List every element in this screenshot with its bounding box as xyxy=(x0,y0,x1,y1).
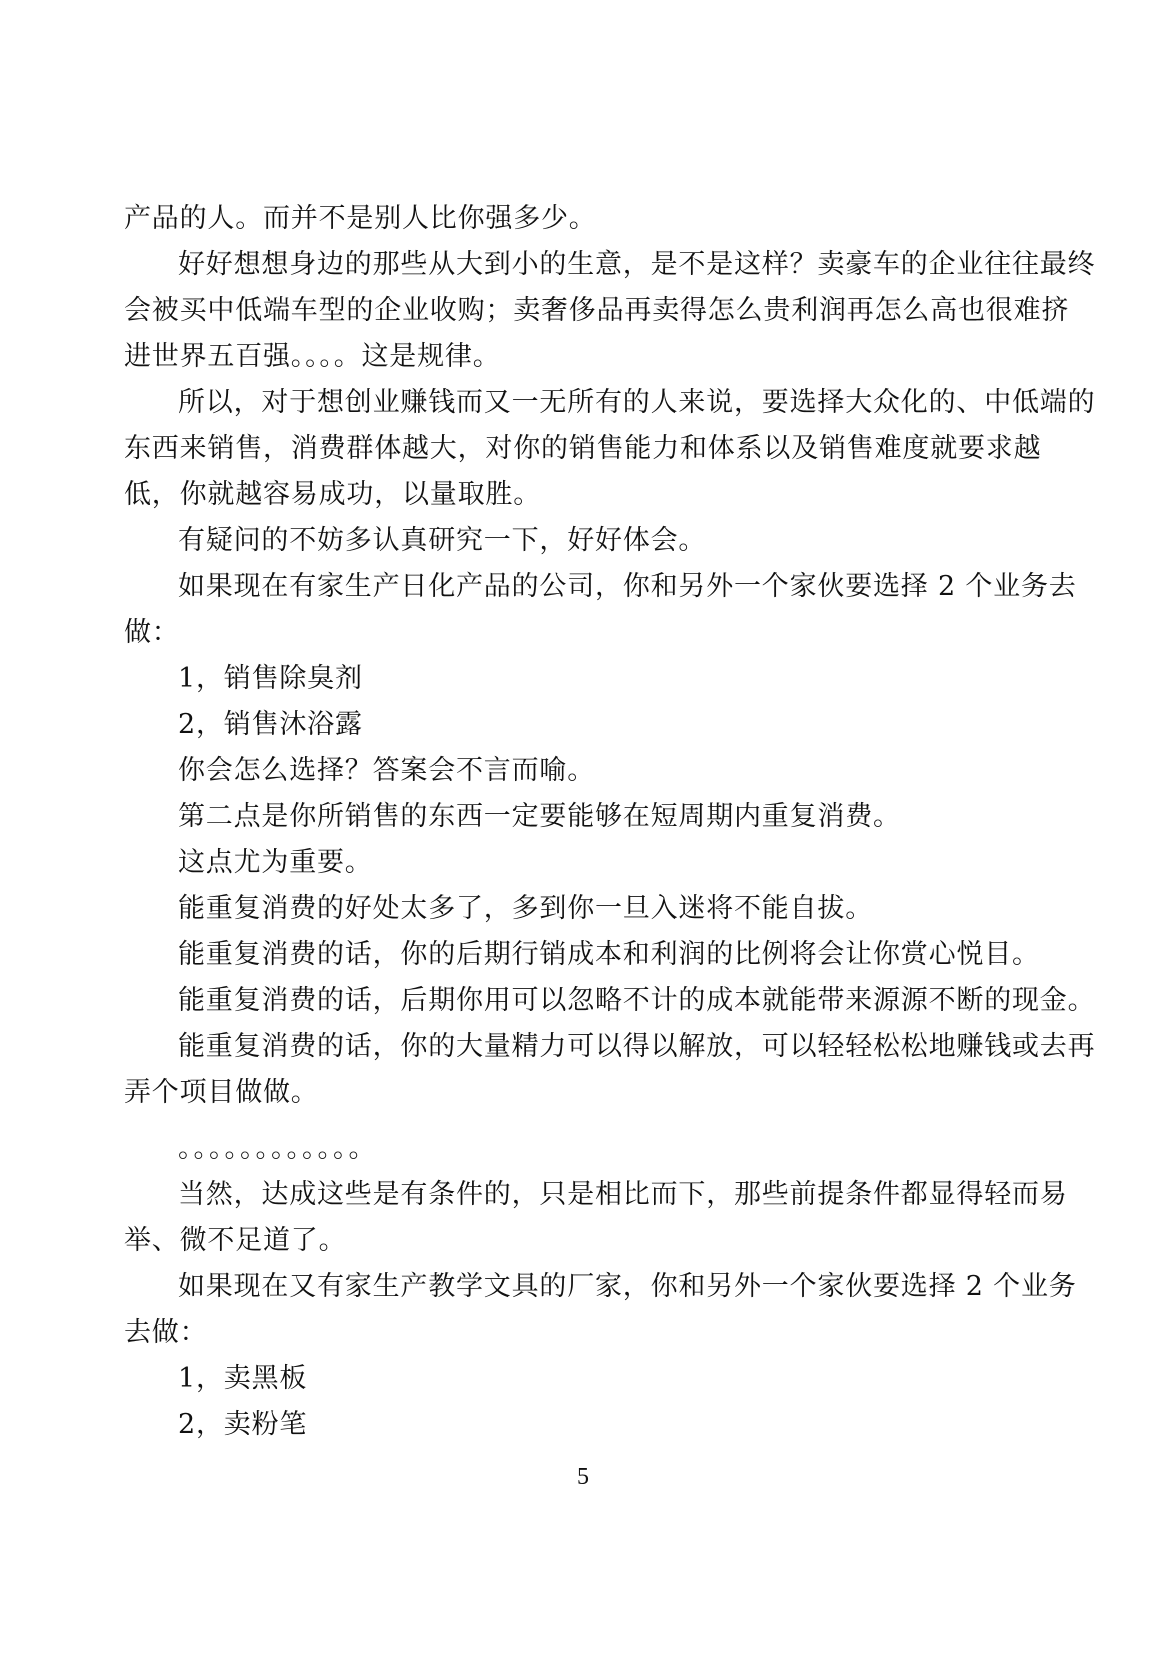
list-item-1: 1，销售除臭剂 xyxy=(178,663,363,694)
paragraph-11: 能重复消费的话，后期你用可以忽略不计的成本就能带来源源不断的现金。 xyxy=(178,985,1096,1016)
paragraph-8: 这点尤为重要。 xyxy=(178,847,373,878)
paragraph-12: 能重复消费的话，你的大量精力可以得以解放，可以轻轻松松地赚钱或去再弄个项目做做。 xyxy=(124,1031,1096,1108)
paragraph-1: 产品的人。而并不是别人比你强多少。 xyxy=(124,203,597,234)
list-item-2: 2，销售沐浴露 xyxy=(178,709,363,740)
list-item-4: 2，卖粉笔 xyxy=(178,1409,308,1440)
list-item-3: 1，卖黑板 xyxy=(178,1363,308,1394)
paragraph-13: 当然，达成这些是有条件的，只是相比而下，那些前提条件都显得轻而易举、微不足道了。 xyxy=(124,1179,1068,1256)
paragraph-6: 你会怎么选择？答案会不言而喻。 xyxy=(178,755,595,786)
document-body xyxy=(124,196,1096,1448)
paragraph-4: 有疑问的不妨多认真研究一下，好好体会。 xyxy=(178,525,707,556)
paragraph-3: 所以，对于想创业赚钱而又一无所有的人来说，要选择大众化的、中低端的东西来销售，消费群体越大，对你的销售能力和体系以及销售难度就要求越低，你就越容易成功，以量取胜。 xyxy=(124,387,1096,510)
paragraph-14: 如果现在又有家生产教学文具的厂家，你和另外一个家伙要选择 2 个业务去做： xyxy=(124,1271,1077,1348)
paragraph-10: 能重复消费的话，你的后期行销成本和利润的比例将会让你赏心悦目。 xyxy=(178,939,1040,970)
ellipsis-separator: 。。。。。。。。。。。。 xyxy=(178,1133,378,1164)
paragraph-5: 如果现在有家生产日化产品的公司，你和另外一个家伙要选择 2 个业务去做： xyxy=(124,571,1077,648)
paragraph-9: 能重复消费的好处太多了，多到你一旦入迷将不能自拔。 xyxy=(178,893,873,924)
paragraph-2: 好好想想身边的那些从大到小的生意，是不是这样？卖豪车的企业往往最终会被买中低端车型的企业收购；卖奢侈品再卖得怎么贵利润再怎么高也很难挤进世界五百强。。。。这是规律。 xyxy=(124,249,1096,372)
paragraph-7: 第二点是你所销售的东西一定要能够在短周期内重复消费。 xyxy=(178,801,901,832)
page-number: 5 xyxy=(577,1464,589,1490)
